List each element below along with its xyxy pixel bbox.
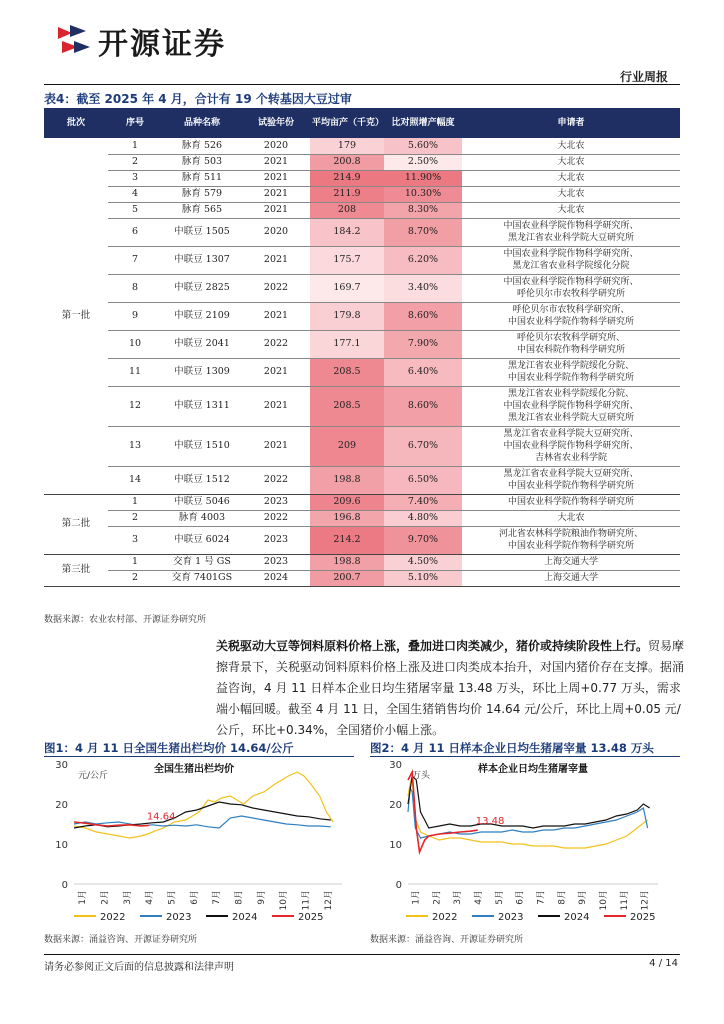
hog-price-chart (44, 758, 356, 930)
latest-value-label: 14.64 (146, 811, 176, 823)
applicant-line: 呼伦贝尔市农牧科学研究所 (516, 289, 625, 299)
trial-year-cell: 2023 (242, 554, 310, 570)
table-row (44, 386, 680, 426)
logo-mark-icon (52, 21, 92, 61)
trial-year-cell: 2021 (242, 426, 310, 466)
increase-cell: 6.40% (384, 358, 462, 386)
legend-label: 2025 (630, 912, 656, 923)
series-line-2022 (74, 772, 333, 838)
x-tick-label: 4月 (145, 890, 156, 905)
legend-label: 2024 (232, 912, 258, 923)
table-row (44, 138, 680, 154)
applicant-cell (462, 202, 680, 218)
applicant-line: 河北省农林科学院粮油作物研究所、 (498, 529, 643, 539)
table-row (44, 202, 680, 218)
applicant-cell (462, 358, 680, 386)
table-row (44, 218, 680, 246)
fig1-rule (44, 756, 354, 757)
applicant-line: 黑龙江省农业科学院大豆研究所 (507, 413, 634, 423)
variety-name-cell: 脉育 511 (162, 170, 242, 186)
series-line-2023 (408, 788, 648, 838)
increase-cell: 6.70% (384, 426, 462, 466)
yield-cell: 208.5 (310, 386, 384, 426)
applicant-line: 中国农业科学院作物科学研究所、 (503, 277, 639, 287)
yield-cell: 211.9 (310, 186, 384, 202)
trial-year-cell: 2023 (242, 494, 310, 510)
fig2-source: 数据来源：涌益咨询、开源证券研究所 (370, 935, 524, 945)
x-tick-label: 6月 (189, 890, 200, 905)
applicant-line: 黑龙江省农业科学院绥化分院、 (507, 361, 634, 371)
trial-year-cell: 2022 (242, 330, 310, 358)
variety-name-cell: 脉育 526 (162, 138, 242, 154)
applicant-cell (462, 274, 680, 302)
increase-cell: 2.50% (384, 154, 462, 170)
variety-name-cell: 中联豆 2109 (162, 302, 242, 330)
variety-name-cell: 脉育 579 (162, 186, 242, 202)
applicant-cell (462, 526, 680, 554)
table-row (44, 154, 680, 170)
y-tick-label: 0 (61, 880, 68, 891)
yield-cell: 177.1 (310, 330, 384, 358)
applicant-line: 中国农业科学院作物科学研究所、 (503, 249, 639, 259)
legend-label: 2022 (432, 912, 458, 923)
table-row (44, 510, 680, 526)
col-header: 平均亩产（千克） (310, 108, 384, 138)
logo-text: 开源证券 (98, 27, 226, 62)
batch-cell: 第三批 (44, 554, 108, 586)
yield-cell: 179.8 (310, 302, 384, 330)
fig1-title: 图1：4 月 11 日全国生猪出栏均价 14.64/公斤 (44, 741, 294, 755)
yield-cell: 198.8 (310, 554, 384, 570)
yield-cell: 196.8 (310, 510, 384, 526)
applicant-line: 中国农业科学院作物科学研究所、 (503, 401, 639, 411)
x-tick-label: 11月 (619, 890, 630, 911)
no-cell: 6 (108, 218, 162, 246)
batch-cell: 第二批 (44, 494, 108, 554)
yield-cell: 208.5 (310, 358, 384, 386)
x-tick-label: 10月 (279, 890, 290, 911)
applicant-line: 中国农业科学院作物科学研究所 (507, 541, 634, 551)
trial-year-cell: 2022 (242, 274, 310, 302)
trial-year-cell: 2021 (242, 386, 310, 426)
trial-year-cell: 2022 (242, 466, 310, 494)
increase-cell: 5.60% (384, 138, 462, 154)
increase-cell: 5.10% (384, 570, 462, 586)
x-tick-label: 12月 (323, 890, 334, 911)
trial-year-cell: 2020 (242, 138, 310, 154)
x-tick-label: 4月 (473, 890, 484, 905)
table-row (44, 246, 680, 274)
table-row (44, 274, 680, 302)
variety-name-cell: 中联豆 1309 (162, 358, 242, 386)
x-tick-label: 5月 (494, 890, 505, 905)
slaughter-volume-chart (370, 758, 682, 930)
trial-year-cell: 2021 (242, 202, 310, 218)
yield-cell: 198.8 (310, 466, 384, 494)
footer-divider (44, 954, 680, 955)
y-tick-label: 30 (389, 760, 402, 771)
y-tick-label: 10 (55, 840, 68, 851)
applicant-line: 黑龙江省农业科学院大豆研究所、 (503, 469, 639, 479)
variety-name-cell: 中联豆 1307 (162, 246, 242, 274)
applicant-line: 中国农业科学院作物科学研究所 (507, 497, 634, 507)
increase-cell: 8.60% (384, 386, 462, 426)
no-cell: 5 (108, 202, 162, 218)
trial-year-cell: 2020 (242, 218, 310, 246)
applicant-line: 上海交通大学 (543, 557, 598, 567)
increase-cell: 8.30% (384, 202, 462, 218)
y-axis-unit: 万头 (412, 771, 431, 781)
variety-name-cell: 脉育 4003 (162, 510, 242, 526)
header-divider (44, 84, 680, 85)
trial-year-cell: 2021 (242, 302, 310, 330)
increase-cell: 6.20% (384, 246, 462, 274)
x-tick-label: 9月 (578, 890, 589, 905)
applicant-line: 中国农业科学院作物科学研究所 (507, 373, 634, 383)
table-row (44, 554, 680, 570)
yield-cell: 214.2 (310, 526, 384, 554)
variety-name-cell: 中联豆 1510 (162, 426, 242, 466)
applicant-line: 中国农业科学院作物科学研究所 (507, 481, 634, 491)
col-header: 序号 (108, 108, 162, 138)
legend-label: 2025 (298, 912, 324, 923)
variety-name-cell: 中联豆 1311 (162, 386, 242, 426)
variety-name-cell: 中联豆 1512 (162, 466, 242, 494)
applicant-line: 呼伦贝尔农牧科学研究所、 (516, 333, 625, 343)
no-cell: 3 (108, 170, 162, 186)
applicant-line: 呼伦贝尔市农牧科学研究所、 (512, 305, 630, 315)
x-tick-label: 2月 (432, 890, 443, 905)
applicant-cell (462, 570, 680, 586)
yield-cell: 200.7 (310, 570, 384, 586)
variety-name-cell: 脉育 565 (162, 202, 242, 218)
x-tick-label: 1月 (78, 890, 89, 905)
col-header: 试验年份 (242, 108, 310, 138)
table-row (44, 358, 680, 386)
no-cell: 2 (108, 154, 162, 170)
applicant-cell (462, 386, 680, 426)
applicant-cell (462, 170, 680, 186)
increase-cell: 7.40% (384, 494, 462, 510)
table-source: 数据来源：农业农村部、开源证券研究所 (44, 615, 207, 625)
applicant-cell (462, 330, 680, 358)
col-header: 申请者 (462, 108, 680, 138)
x-tick-label: 7月 (212, 890, 223, 905)
legend-label: 2022 (100, 912, 126, 923)
page-number: 4 / 14 (649, 958, 678, 969)
applicant-line: 黑龙江省农业科学院大豆研究所 (507, 233, 634, 243)
series-line-2022 (408, 776, 648, 848)
applicant-line: 中国农科院作物科学研究所 (516, 345, 625, 355)
table-row (44, 494, 680, 510)
x-tick-label: 2月 (100, 890, 111, 905)
y-tick-label: 20 (389, 800, 402, 811)
y-tick-label: 30 (55, 760, 68, 771)
x-tick-label: 3月 (453, 890, 464, 905)
trial-year-cell: 2023 (242, 526, 310, 554)
table-row (44, 330, 680, 358)
x-tick-label: 11月 (301, 890, 312, 911)
variety-name-cell: 中联豆 6024 (162, 526, 242, 554)
fig2-title: 图2：4 月 11 日样本企业日均生猪屠宰量 13.48 万头 (370, 741, 654, 755)
applicant-line: 黑龙江省农业科学院大豆研究所、 (503, 429, 639, 439)
variety-name-cell: 中联豆 5046 (162, 494, 242, 510)
no-cell: 1 (108, 138, 162, 154)
no-cell: 1 (108, 494, 162, 510)
x-tick-label: 10月 (598, 890, 609, 911)
table-row (44, 466, 680, 494)
chart-title: 样本企业日均生猪屠宰量 (478, 764, 588, 775)
applicant-cell (462, 302, 680, 330)
trial-year-cell: 2021 (242, 186, 310, 202)
legend-label: 2023 (166, 912, 192, 923)
table-row (44, 302, 680, 330)
yield-cell: 169.7 (310, 274, 384, 302)
applicant-line: 大北农 (557, 205, 585, 215)
trial-year-cell: 2022 (242, 510, 310, 526)
variety-name-cell: 交育 1 号 GS (162, 554, 242, 570)
no-cell: 8 (108, 274, 162, 302)
x-tick-label: 1月 (411, 890, 422, 905)
no-cell: 2 (108, 570, 162, 586)
table-title: 表4：截至 2025 年 4 月，合计有 19 个转基因大豆过审 (44, 92, 352, 106)
yield-cell: 184.2 (310, 218, 384, 246)
chart-title: 全国生猪出栏均价 (154, 764, 234, 775)
trial-year-cell: 2024 (242, 570, 310, 586)
applicant-cell (462, 466, 680, 494)
applicant-line: 吉林省农业科学院 (534, 453, 607, 463)
table-header-row (44, 108, 680, 138)
yield-cell: 209 (310, 426, 384, 466)
increase-cell: 8.70% (384, 218, 462, 246)
y-tick-label: 10 (389, 840, 402, 851)
table-row (44, 526, 680, 554)
x-tick-label: 5月 (167, 890, 178, 905)
variety-name-cell: 中联豆 2825 (162, 274, 242, 302)
company-logo (52, 18, 226, 64)
y-axis-unit: 元/公斤 (78, 771, 109, 781)
yield-cell: 200.8 (310, 154, 384, 170)
variety-name-cell: 脉育 503 (162, 154, 242, 170)
yield-cell: 179 (310, 138, 384, 154)
applicant-line: 中国农业科学院作物科学研究所 (507, 317, 634, 327)
fig2-rule (370, 756, 680, 757)
table-row (44, 426, 680, 466)
no-cell: 13 (108, 426, 162, 466)
increase-cell: 3.40% (384, 274, 462, 302)
trial-year-cell: 2021 (242, 170, 310, 186)
increase-cell: 11.90% (384, 170, 462, 186)
col-header: 品种名称 (162, 108, 242, 138)
no-cell: 7 (108, 246, 162, 274)
no-cell: 1 (108, 554, 162, 570)
latest-value-label: 13.48 (475, 816, 505, 828)
legend-label: 2023 (498, 912, 524, 923)
increase-cell: 10.30% (384, 186, 462, 202)
increase-cell: 4.50% (384, 554, 462, 570)
applicant-line: 大北农 (557, 189, 585, 199)
col-header: 比对照增产幅度 (384, 108, 462, 138)
col-header: 批次 (44, 108, 108, 138)
x-tick-label: 7月 (536, 890, 547, 905)
no-cell: 4 (108, 186, 162, 202)
applicant-cell (462, 246, 680, 274)
trial-year-cell: 2021 (242, 246, 310, 274)
table-row (44, 186, 680, 202)
gmo-soybean-table (44, 108, 680, 587)
increase-cell: 8.60% (384, 302, 462, 330)
increase-cell: 7.90% (384, 330, 462, 358)
no-cell: 14 (108, 466, 162, 494)
yield-cell: 208 (310, 202, 384, 218)
variety-name-cell: 中联豆 2041 (162, 330, 242, 358)
applicant-cell (462, 186, 680, 202)
yield-cell: 209.6 (310, 494, 384, 510)
y-tick-label: 0 (395, 880, 402, 891)
batch-cell: 第一批 (44, 138, 108, 494)
yield-cell: 175.7 (310, 246, 384, 274)
applicant-cell (462, 494, 680, 510)
applicant-line: 上海交通大学 (543, 573, 598, 583)
paragraph-body: 贸易摩擦背景下，关税驱动饲料原料价格上涨及进口肉类成本抬升，对国内猪价存在支撑。据涌益咨询，4 月 11 日样本企业日均生猪屠宰量 13.48 万头，环比上周+0.77 万头，需求端小幅回暖。截至 4 月 11 日，全国生猪销售均价 14.64 元/公斤，环比上周+0.05 元/公斤，环比+0.34%，全国猪价小幅上涨。 (216, 639, 685, 737)
applicant-cell (462, 218, 680, 246)
applicant-cell (462, 554, 680, 570)
x-tick-label: 12月 (640, 890, 651, 911)
applicant-cell (462, 154, 680, 170)
applicant-line: 黑龙江省农业科学院绥化分院 (512, 261, 630, 271)
no-cell: 9 (108, 302, 162, 330)
applicant-cell (462, 138, 680, 154)
fig1-source: 数据来源：涌益咨询、开源证券研究所 (44, 935, 198, 945)
no-cell: 12 (108, 386, 162, 426)
trial-year-cell: 2021 (242, 154, 310, 170)
no-cell: 2 (108, 510, 162, 526)
analysis-paragraph (216, 636, 686, 741)
x-tick-label: 8月 (234, 890, 245, 905)
no-cell: 3 (108, 526, 162, 554)
applicant-line: 大北农 (557, 173, 585, 183)
table-row (44, 570, 680, 586)
applicant-line: 大北农 (557, 157, 585, 167)
increase-cell: 4.80% (384, 510, 462, 526)
applicant-cell (462, 426, 680, 466)
no-cell: 11 (108, 358, 162, 386)
report-type: 行业周报 (619, 70, 668, 84)
footer-disclaimer: 请务必参阅正文后面的信息披露和法律声明 (44, 962, 234, 973)
x-tick-label: 3月 (122, 890, 133, 905)
paragraph-lead: 关税驱动大豆等饲料原料价格上涨，叠加进口肉类减少，猪价或持续阶段性上行。 (216, 639, 649, 653)
x-tick-label: 9月 (256, 890, 267, 905)
table-row (44, 170, 680, 186)
x-tick-label: 8月 (557, 890, 568, 905)
no-cell: 10 (108, 330, 162, 358)
yield-cell: 214.9 (310, 170, 384, 186)
variety-name-cell: 交育 7401GS (162, 570, 242, 586)
trial-year-cell: 2021 (242, 358, 310, 386)
applicant-line: 黑龙江省农业科学院绥化分院、 (507, 389, 634, 399)
legend-label: 2024 (564, 912, 590, 923)
applicant-line: 大北农 (557, 140, 585, 151)
variety-name-cell: 中联豆 1505 (162, 218, 242, 246)
x-tick-label: 6月 (515, 890, 526, 905)
applicant-line: 大北农 (557, 513, 585, 523)
applicant-line: 中国农业科学院作物科学研究所、 (503, 221, 639, 231)
applicant-cell (462, 510, 680, 526)
increase-cell: 9.70% (384, 526, 462, 554)
increase-cell: 6.50% (384, 466, 462, 494)
applicant-line: 中国农业科学院作物科学研究所、 (503, 441, 639, 451)
y-tick-label: 20 (55, 800, 68, 811)
